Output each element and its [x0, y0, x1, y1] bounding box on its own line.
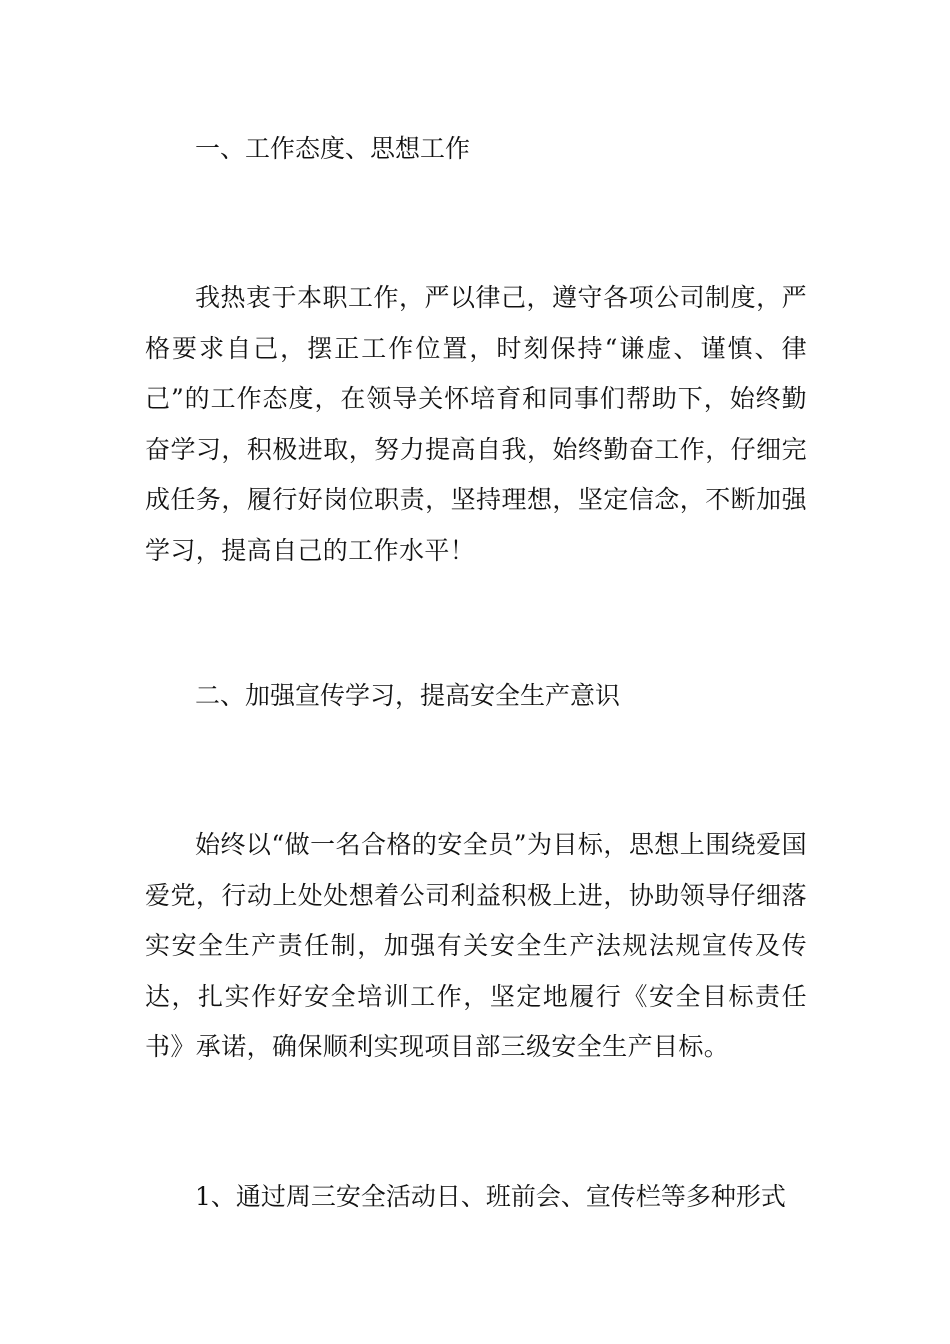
section-heading-1: 一、工作态度、思想工作: [195, 134, 471, 163]
section-heading-2: 二、加强宣传学习，提高安全生产意识: [195, 681, 621, 710]
section-paragraph-1: 我热衷于本职工作，严以律己，遵守各项公司制度，严格要求自己，摆正工作位置，时刻保持“谦虚、谨慎、律己”的工作态度，在领导关怀培育和同事们帮助下，始终勤奋学习，积极进取，努力提高自我，始终勤奋工作，仔细完成任务，履行好岗位职责，坚持理想，坚定信念，不断加强学习，提高自己的工作水平！: [145, 283, 807, 565]
section-paragraph-2: 始终以“做一名合格的安全员”为目标，思想上围绕爱国爱党，行动上处处想着公司利益积极上进，协助领导仔细落实安全生产责任制，加强有关安全生产法规法规宣传及传达，扎实作好安全培训工作，坚定地履行《安全目标责任书》承诺，确保顺利实现项目部三级安全生产目标。: [145, 830, 807, 1061]
list-item-1: 1、通过周三安全活动日、班前会、宣传栏等多种形式: [195, 1182, 786, 1211]
